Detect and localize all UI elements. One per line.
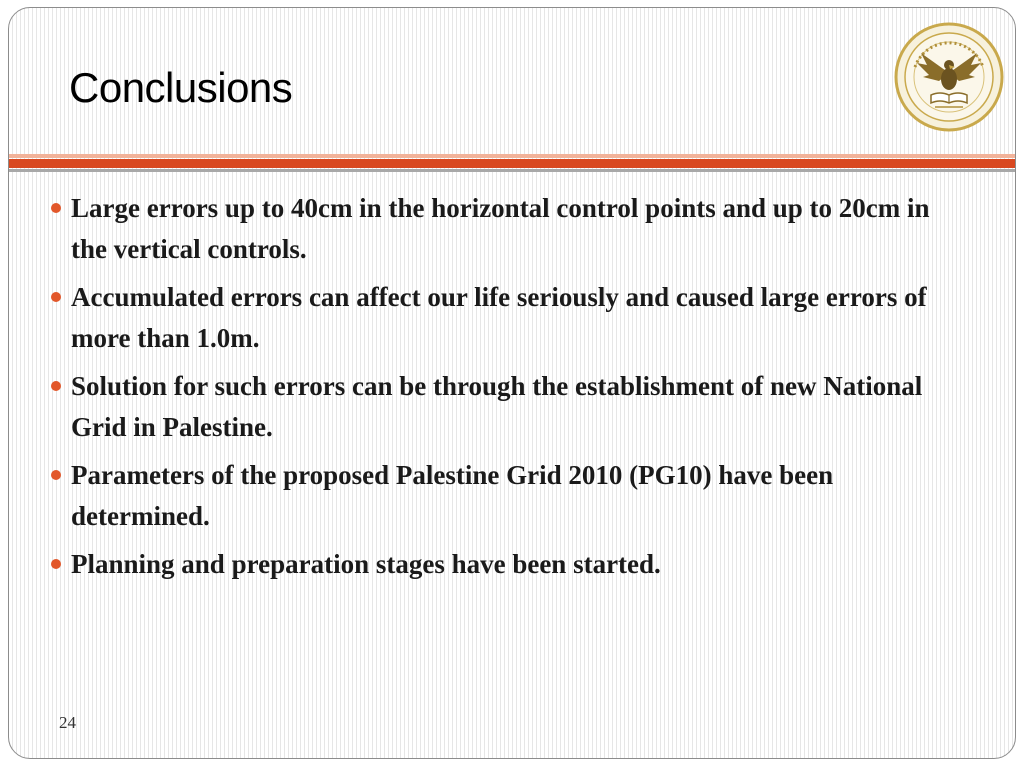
bullet-icon — [51, 559, 61, 569]
bullet-icon — [51, 203, 61, 213]
slide — [8, 7, 1016, 759]
bullet-icon — [51, 292, 61, 302]
university-seal-icon — [893, 21, 1005, 133]
title-rule-gray — [9, 169, 1015, 172]
bullet-icon — [51, 381, 61, 391]
bullet-text: Planning and preparation stages have been started. — [71, 549, 661, 579]
list-item — [49, 188, 969, 270]
bullet-text: Large errors up to 40cm in the horizontal control points and up to 20cm in the vertical controls. — [71, 193, 930, 264]
list-item — [49, 455, 969, 537]
page-number: 24 — [59, 713, 76, 732]
bullet-list — [49, 188, 969, 592]
bullet-icon — [51, 470, 61, 480]
slide-title: Conclusions — [69, 64, 293, 111]
list-item — [49, 277, 969, 359]
bullet-text: Accumulated errors can affect our life seriously and caused large errors of more than 1.0m. — [71, 282, 927, 353]
title-rule-accent — [9, 159, 1015, 168]
list-item — [49, 366, 969, 448]
bullet-text: Parameters of the proposed Palestine Grid 2010 (PG10) have been determined. — [71, 460, 834, 531]
title-rule-light — [9, 154, 1015, 158]
bullet-text: Solution for such errors can be through the establishment of new National Grid in Palestine. — [71, 371, 923, 442]
list-item — [49, 544, 969, 585]
